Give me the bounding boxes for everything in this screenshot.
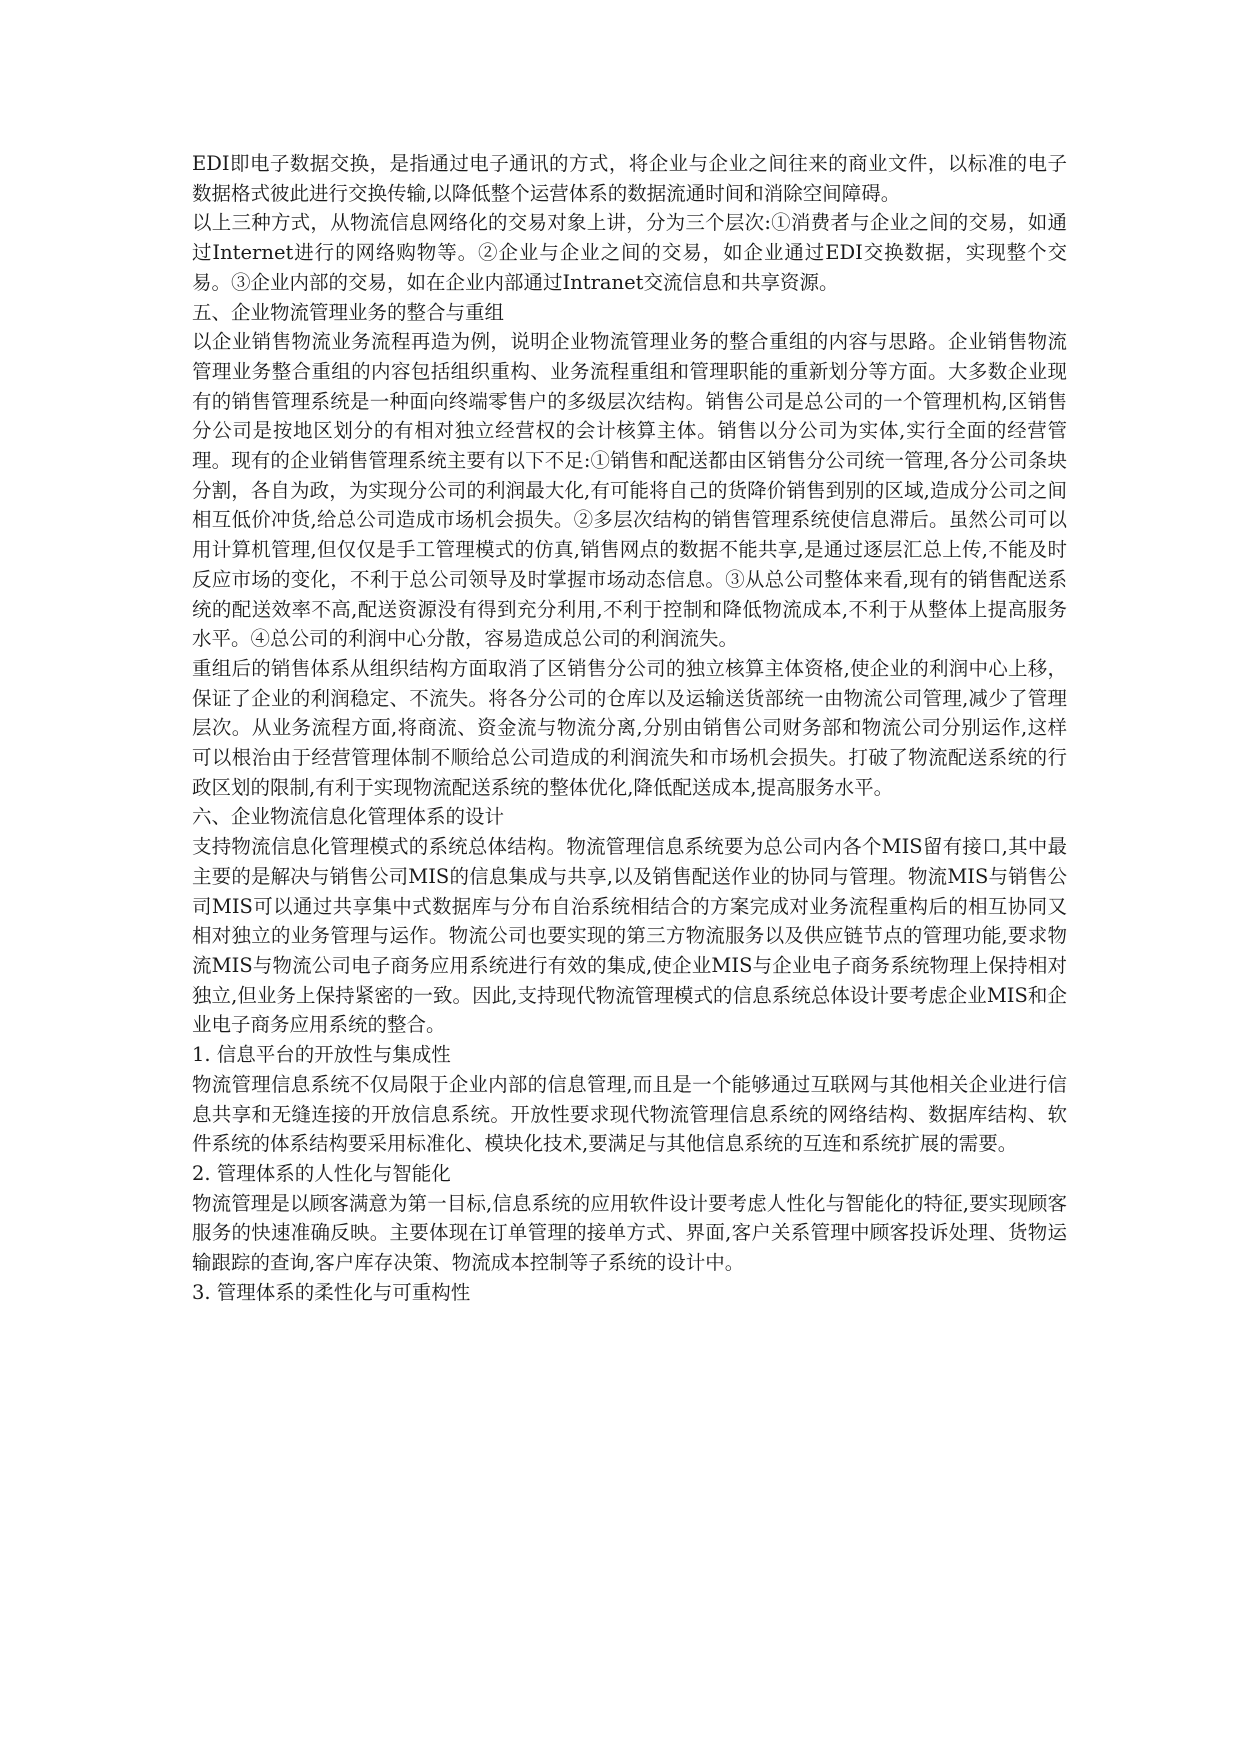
paragraph-three-levels: 以上三种方式，从物流信息网络化的交易对象上讲，分为三个层次:①消费者与企业之间的交易，如通过Internet进行的网络购物等。②企业与企业之间的交易，如企业通过EDI交换数据，实现整个交易。③企业内部的交易，如在企业内部通过Intranet交流信息和共享资源。	[192, 211, 1067, 294]
section-heading-6: 六、企业物流信息化管理体系的设计	[192, 805, 505, 829]
paragraph-restructured-sales: 重组后的销售体系从组织结构方面取消了区销售分公司的独立核算主体资格,使企业的利润中心上移，保证了企业的利润稳定、不流失。将各分公司的仓库以及运输送货部统一由物流公司管理,减少了管理层次。从业务流程方面,将商流、资金流与物流分离,分别由销售公司财务部和物流公司分别运作,这样可以根治由于经营管理体制不顺给总公司造成的利润流失和市场机会损失。打破了物流配送系统的行政区划的限制,有利于实现物流配送系统的整体优化,降低配送成本,提高服务水平。	[192, 656, 1067, 799]
document-body	[192, 149, 1067, 1307]
subheading-2: 2. 管理体系的人性化与智能化	[192, 1161, 451, 1185]
paragraph-openness: 物流管理信息系统不仅局限于企业内部的信息管理,而且是一个能够通过互联网与其他相关企业进行信息共享和无缝连接的开放信息系统。开放性要求现代物流管理信息系统的网络结构、数据库结构、软件系统的体系结构要采用标准化、模块化技术,要满足与其他信息系统的互连和系统扩展的需要。	[192, 1072, 1067, 1156]
paragraph-humanization: 物流管理是以顾客满意为第一目标,信息系统的应用软件设计要考虑人性化与智能化的特征,要实现顾客服务的快速准确反映。主要体现在订单管理的接单方式、界面,客户关系管理中顾客投诉处理、货物运输跟踪的查询,客户库存决策、物流成本控制等子系统的设计中。	[192, 1191, 1067, 1275]
paragraph-system-structure: 支持物流信息化管理模式的系统总体结构。物流管理信息系统要为总公司内各个MIS留有接口,其中最主要的是解决与销售公司MIS的信息集成与共享,以及销售配送作业的协同与管理。物流MIS与销售公司MIS可以通过共享集中式数据库与分布自治系统相结合的方案完成对业务流程重构后的相互协同又相对独立的业务管理与运作。物流公司也要实现的第三方物流服务以及供应链节点的管理功能,要求物流MIS与物流公司电子商务应用系统进行有效的集成,使企业MIS与企业电子商务系统物理上保持相对独立,但业务上保持紧密的一致。因此,支持现代物流管理模式的信息系统总体设计要考虑企业MIS和企业电子商务应用系统的整合。	[192, 835, 1067, 1037]
paragraph-edi-definition: EDI即电子数据交换，是指通过电子通讯的方式，将企业与企业之间往来的商业文件，以标准的电子数据格式彼此进行交换传输,以降低整个运营体系的数据流通时间和消除空间障碍。	[192, 152, 1067, 205]
subheading-3: 3. 管理体系的柔性化与可重构性	[192, 1280, 471, 1304]
section-heading-5: 五、企业物流管理业务的整合与重组	[192, 300, 505, 324]
paragraph-sales-logistics: 以企业销售物流业务流程再造为例，说明企业物流管理业务的整合重组的内容与思路。企业销售物流管理业务整合重组的内容包括组织重构、业务流程重组和管理职能的重新划分等方面。大多数企业现有的销售管理系统是一种面向终端零售户的多级层次结构。销售公司是总公司的一个管理机构,区销售分公司是按地区划分的有相对独立经营权的会计核算主体。销售以分公司为实体,实行全面的经营管理。现有的企业销售管理系统主要有以下不足:①销售和配送都由区销售分公司统一管理,各分公司条块分割，各自为政，为实现分公司的利润最大化,有可能将自己的货降价销售到别的区域,造成分公司之间相互低价冲货,给总公司造成市场机会损失。②多层次结构的销售管理系统使信息滞后。虽然公司可以用计算机管理,但仅仅是手工管理模式的仿真,销售网点的数据不能共享,是通过逐层汇总上传,不能及时反应市场的变化，不利于总公司领导及时掌握市场动态信息。③从总公司整体来看,现有的销售配送系统的配送效率不高,配送资源没有得到充分利用,不利于控制和降低物流成本,不利于从整体上提高服务水平。④总公司的利润中心分散，容易造成总公司的利润流失。	[192, 330, 1067, 651]
subheading-1: 1. 信息平台的开放性与集成性	[192, 1043, 451, 1067]
